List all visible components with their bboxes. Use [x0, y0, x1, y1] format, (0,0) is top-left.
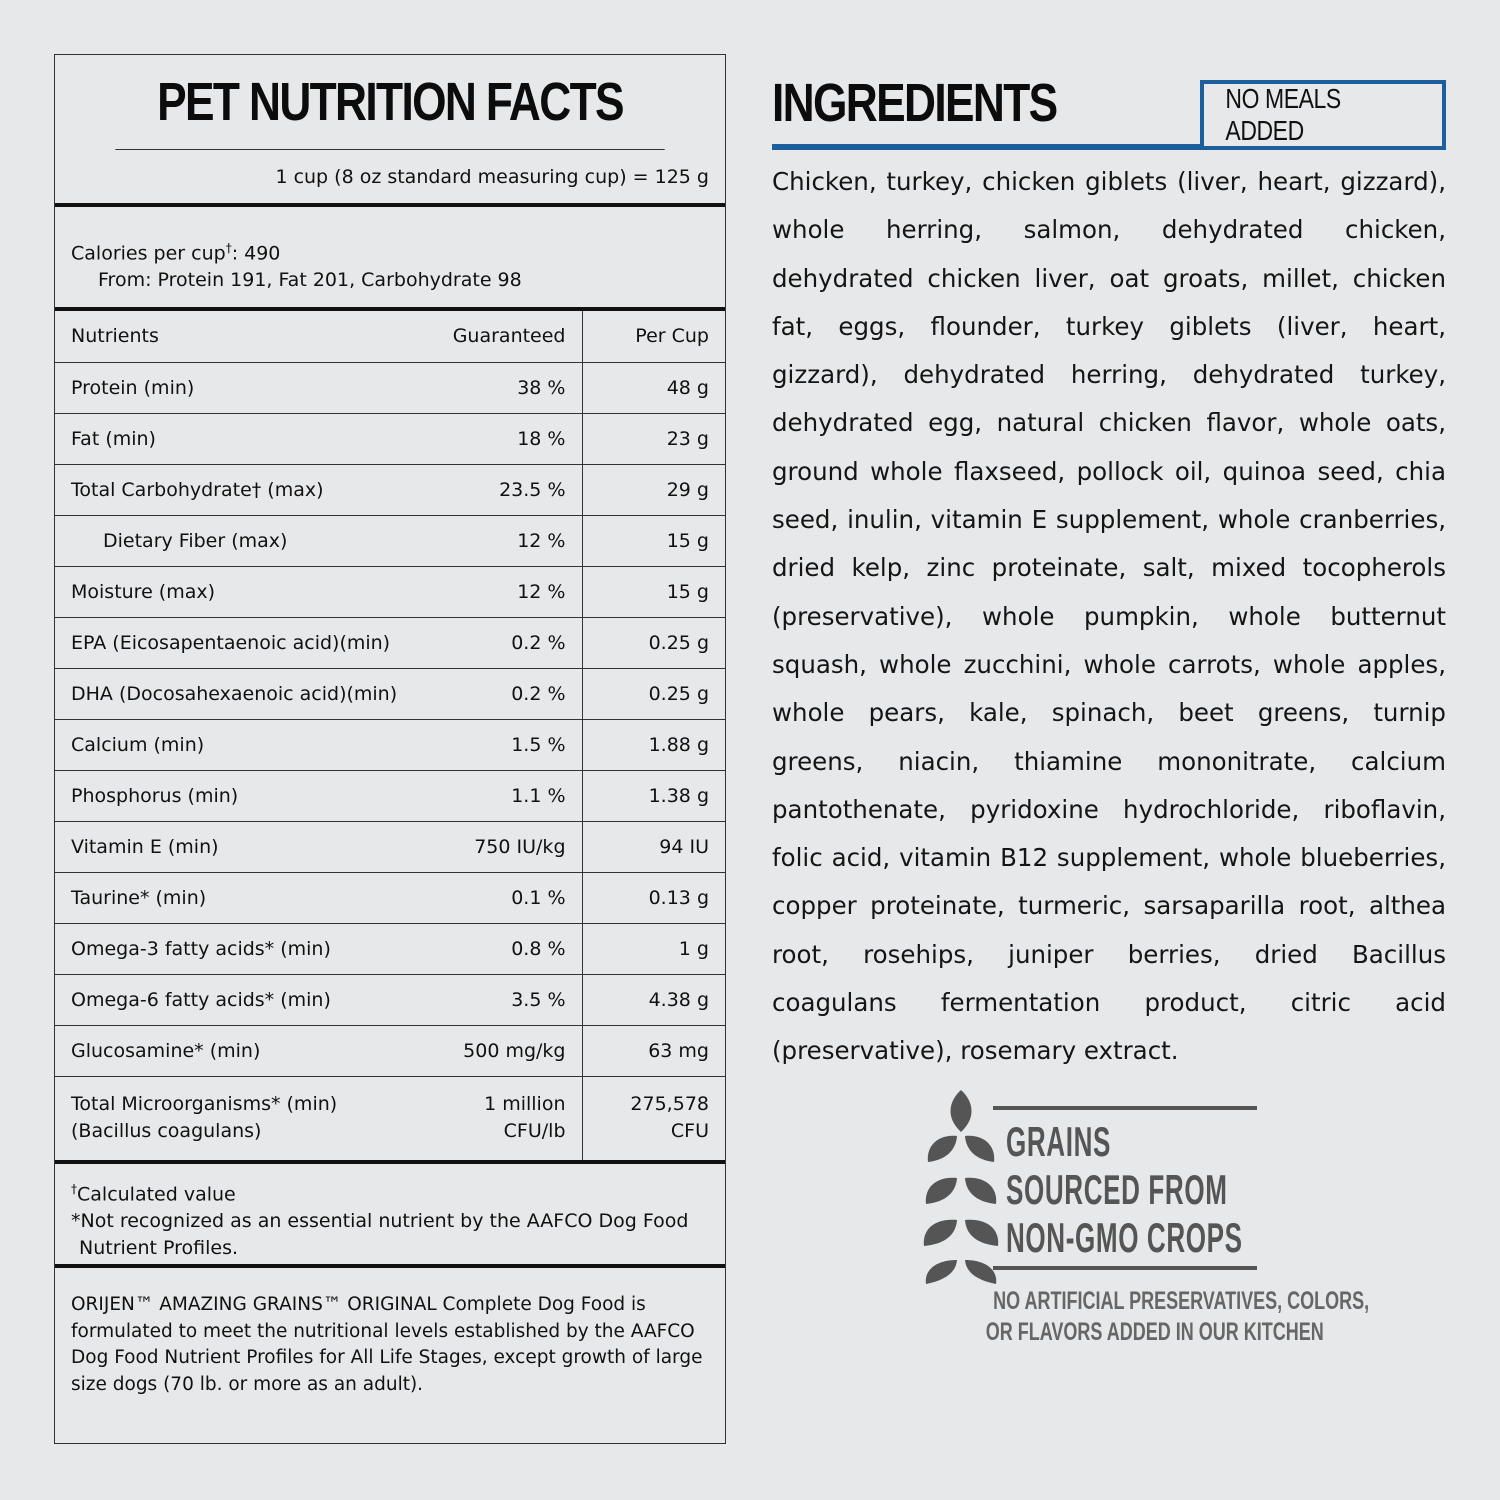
- nutrient-name: Total Microorganisms* (min) (Bacillus coagulans): [55, 1076, 422, 1162]
- nutrient-guaranteed: 0.2 %: [422, 668, 582, 719]
- aafco-statement: ORIJEN™ AMAZING GRAINS™ ORIGINAL Complete Dog Food is formulated to meet the nutritional levels established by the AAFCO Dog Food Nutrient Profiles for All Life Stages, except growth of large size dogs (70 lb. or more as an adult).: [71, 1294, 703, 1395]
- nutrient-guaranteed: 0.2 %: [422, 617, 582, 668]
- nutrient-guaranteed: 18 %: [422, 413, 582, 464]
- nutrient-name: DHA (Docosahexaenoic acid)(min): [55, 668, 422, 719]
- nutrient-per-cup: 15 g: [582, 566, 725, 617]
- nutrient-per-cup: 23 g: [582, 413, 725, 464]
- serving-size: 1 cup (8 oz standard measuring cup) = 125 g: [55, 150, 725, 207]
- nutrient-per-cup: 0.13 g: [582, 872, 725, 923]
- header-nutrient: Nutrients: [55, 311, 422, 362]
- nutrient-guaranteed: 3.5 %: [422, 974, 582, 1025]
- table-row: [55, 770, 725, 821]
- nutrient-name: Calcium (min): [55, 719, 422, 770]
- nutrient-name: Omega-3 fatty acids* (min): [55, 923, 422, 974]
- nutrient-per-cup: 1.38 g: [582, 770, 725, 821]
- header-per-cup: Per Cup: [582, 311, 725, 362]
- calories-line: [71, 235, 725, 267]
- nutrient-name: Glucosamine* (min): [55, 1025, 422, 1076]
- table-row: [55, 923, 725, 974]
- nutrient-name: Fat (min): [55, 413, 422, 464]
- no-meals-added-badge: NO MEALS ADDED: [1200, 80, 1446, 150]
- nutrient-name: Dietary Fiber (max): [55, 515, 422, 566]
- nutrient-name: Phosphorus (min): [55, 770, 422, 821]
- nutrient-name: Protein (min): [55, 362, 422, 413]
- nutrient-guaranteed: 750 IU/kg: [422, 821, 582, 872]
- nutrient-guaranteed: 0.1 %: [422, 872, 582, 923]
- nutrition-facts-panel: [54, 54, 726, 1444]
- calories-value: : 490: [231, 242, 281, 265]
- table-row: [55, 974, 725, 1025]
- table-row: [55, 617, 725, 668]
- nutrient-name: Omega-6 fatty acids* (min): [55, 974, 422, 1025]
- nutrient-guaranteed: 1 million CFU/lb: [422, 1076, 582, 1162]
- footnote-aafco-line2: Nutrient Profiles.: [79, 1237, 239, 1260]
- calories-label: Calories per cup: [71, 242, 226, 265]
- nutrient-guaranteed: 23.5 %: [422, 464, 582, 515]
- nutrient-guaranteed: 38 %: [422, 362, 582, 413]
- table-row: [55, 872, 725, 923]
- table-row: [55, 464, 725, 515]
- badge-bottom-rule: [993, 1266, 1257, 1270]
- nutrient-name: Total Carbohydrate† (max): [55, 464, 422, 515]
- nutrient-per-cup: 48 g: [582, 362, 725, 413]
- nutrient-guaranteed: 1.1 %: [422, 770, 582, 821]
- wheat-icon: [920, 1088, 1000, 1288]
- nutrient-per-cup: 4.38 g: [582, 974, 725, 1025]
- nutrient-per-cup: 63 mg: [582, 1025, 725, 1076]
- grains-heading: GRAINS SOURCED FROM NON-GMO CROPS: [1006, 1118, 1243, 1261]
- nutrient-per-cup: 94 IU: [582, 821, 725, 872]
- nutrient-per-cup: 1 g: [582, 923, 725, 974]
- nutrient-guaranteed: 1.5 %: [422, 719, 582, 770]
- nutrient-per-cup: 15 g: [582, 515, 725, 566]
- calories-from: From: Protein 191, Fat 201, Carbohydrate 98: [98, 269, 522, 292]
- table-row: [55, 515, 725, 566]
- nutrient-per-cup: 0.25 g: [582, 617, 725, 668]
- footnotes: [55, 1164, 725, 1268]
- table-row: [55, 821, 725, 872]
- nutrient-per-cup: 1.88 g: [582, 719, 725, 770]
- table-row: [55, 413, 725, 464]
- header-guaranteed: Guaranteed: [422, 311, 582, 362]
- nutrient-name: Vitamin E (min): [55, 821, 422, 872]
- nutrients-table: [55, 311, 725, 1164]
- calories-section: [55, 207, 725, 311]
- ingredients-title: INGREDIENTS: [772, 73, 1057, 133]
- calories-mark: †: [225, 241, 232, 255]
- nutrient-guaranteed: 12 %: [422, 566, 582, 617]
- badge-top-rule: [993, 1106, 1257, 1110]
- table-row: [55, 362, 725, 413]
- table-row: [55, 719, 725, 770]
- nutrient-name: EPA (Eicosapentaenoic acid)(min): [55, 617, 422, 668]
- nutrient-guaranteed: 0.8 %: [422, 923, 582, 974]
- grains-subtext: NO ARTIFICIAL PRESERVATIVES, COLORS, OR FLAVORS ADDED IN OUR KITCHEN: [985, 1287, 1370, 1346]
- nutrient-name: Moisture (max): [55, 566, 422, 617]
- nutrient-per-cup: 29 g: [582, 464, 725, 515]
- footnote-calculated: †Calculated value: [71, 1182, 236, 1206]
- table-row: [55, 566, 725, 617]
- footnote-aafco-line1: *Not recognized as an essential nutrient by the AAFCO Dog Food: [71, 1210, 689, 1233]
- nutrient-guaranteed: 500 mg/kg: [422, 1025, 582, 1076]
- table-row: [55, 1025, 725, 1076]
- table-row-microorganisms: [55, 1076, 725, 1162]
- table-row: [55, 668, 725, 719]
- table-header-row: [55, 311, 725, 362]
- ingredients-list: Chicken, turkey, chicken giblets (liver, heart, gizzard), whole herring, salmon, dehydrated chicken, dehydrated chicken liver, oat groats, millet, chicken fat, eggs, flounder, turkey giblets (liver, heart, gizzard), dehydrated herring, dehydrated turkey, dehydrated egg, natural chicken flavor, whole oats, ground whole flaxseed, pollock oil, quinoa seed, chia seed, inulin, vitamin E supplement, whole cranberries, dried kelp, zinc proteinate, salt, mixed tocopherols (preservative), whole pumpkin, whole butternut squash, whole zucchini, whole carrots, whole apples, whole pears, kale, spinach, beet greens, turnip greens, niacin, thiamine mononitrate, calcium pantothenate, pyridoxine hydrochloride, riboflavin, folic acid, vitamin B12 supplement, whole blueberries, copper proteinate, turmeric, sarsaparilla root, althea root, rosehips, juniper berries, dried Bacillus coagulans fermentation product, citric acid (preservative), rosemary extract.: [772, 167, 1446, 1066]
- nutrient-guaranteed: 12 %: [422, 515, 582, 566]
- nutrient-per-cup: 0.25 g: [582, 668, 725, 719]
- grains-badge: [920, 1088, 1370, 1358]
- nutrient-per-cup: 275,578 CFU: [582, 1076, 725, 1162]
- nutrition-facts-title: PET NUTRITION FACTS: [115, 55, 664, 150]
- nutrient-name: Taurine* (min): [55, 872, 422, 923]
